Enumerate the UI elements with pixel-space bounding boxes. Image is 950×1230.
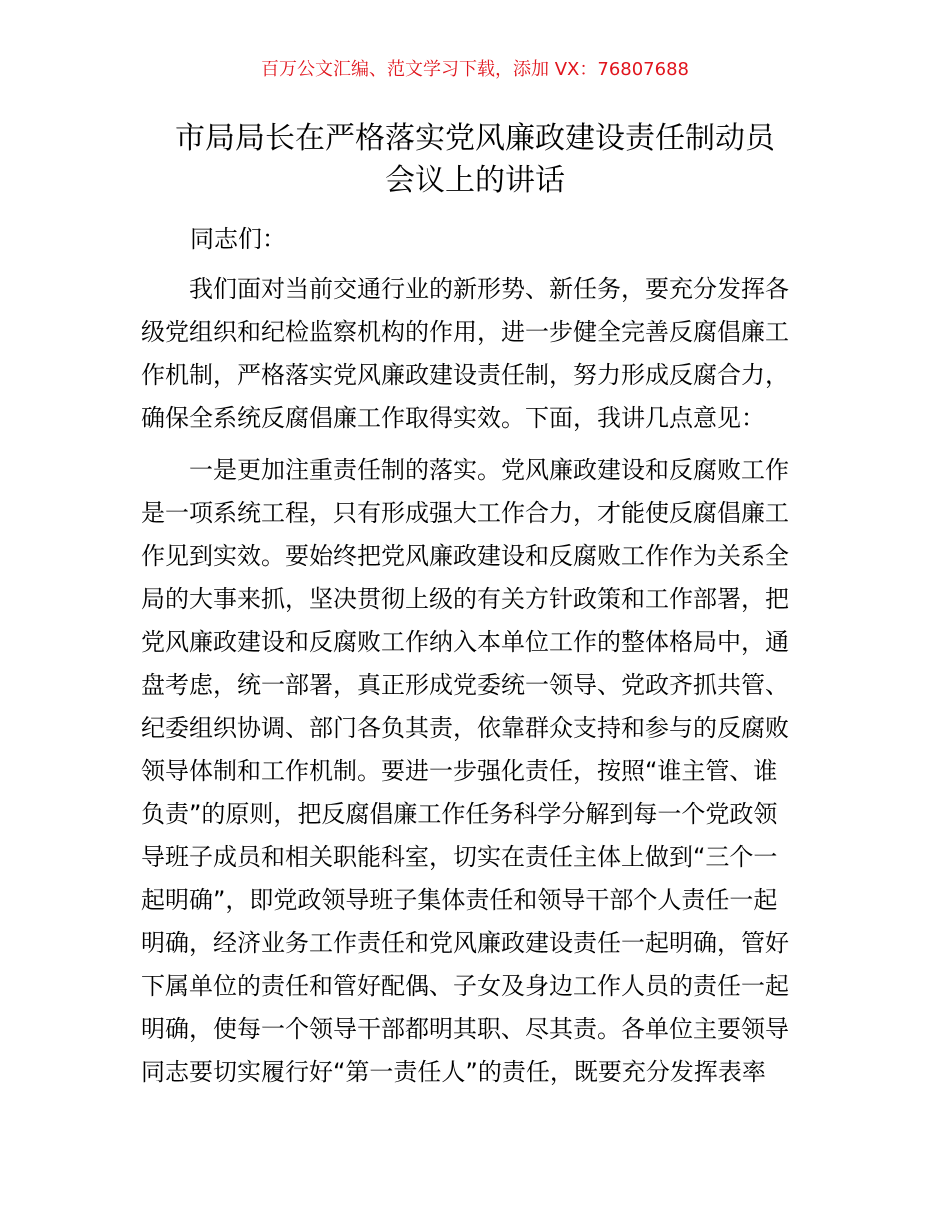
paragraph-line: 下属单位的责任和管好配偶、子女及身边工作人员的责任一起 <box>141 972 789 1000</box>
paragraph-line: 负责”的原则，把反腐倡廉工作任务科学分解到每一个党政领 <box>141 800 778 828</box>
paragraph-line: 我们面对当前交通行业的新形势、新任务，要充分发挥各 <box>189 275 789 303</box>
watermark-header: 百万公文汇编、范文学习下载，添加 VX：76807688 <box>261 59 689 80</box>
paragraph-line: 纪委组织协调、部门各负其责，依靠群众支持和参与的反腐败 <box>141 714 789 742</box>
title-line: 市局局长在严格落实党风廉政建设责任制动员 <box>175 121 775 156</box>
paragraph-line: 局的大事来抓，坚决贯彻上级的有关方针政策和工作部署，把 <box>141 585 789 613</box>
paragraph-line: 盘考虑，统一部署，真正形成党委统一领导、党政齐抓共管、 <box>141 671 789 699</box>
paragraph-intro <box>141 268 813 440</box>
paragraph-point-one <box>141 449 813 1094</box>
paragraph-line: 作机制，严格落实党风廉政建设责任制，努力形成反腐合力， <box>141 361 789 389</box>
paragraph-line: 起明确”，即党政领导班子集体责任和领导干部个人责任一起 <box>141 886 778 914</box>
paragraph-line: 领导体制和工作机制。要进一步强化责任，按照“谁主管、谁 <box>141 757 778 785</box>
paragraph-line: 党风廉政建设和反腐败工作纳入本单位工作的整体格局中，通 <box>141 628 789 656</box>
title-line: 会议上的讲话 <box>385 163 565 198</box>
paragraph-line: 级党组织和纪检监察机构的作用，进一步健全完善反腐倡廉工 <box>141 318 789 346</box>
paragraph-line: 导班子成员和相关职能科室，切实在责任主体上做到“三个一 <box>141 843 778 871</box>
paragraph-line: 一是更加注重责任制的落实。党风廉政建设和反腐败工作 <box>189 456 789 484</box>
paragraph-line: 明确，使每一个领导干部都明其职、尽其责。各单位主要领导 <box>141 1015 789 1043</box>
paragraph-line: 作见到实效。要始终把党风廉政建设和反腐败工作作为关系全 <box>141 542 789 570</box>
greeting: 同志们： <box>190 225 286 253</box>
paragraph-line: 是一项系统工程，只有形成强大工作合力，才能使反腐倡廉工 <box>141 499 789 527</box>
paragraph-line: 明确，经济业务工作责任和党风廉政建设责任一起明确，管好 <box>141 929 789 957</box>
document-title <box>120 118 830 202</box>
paragraph-line: 同志要切实履行好“第一责任人”的责任，既要充分发挥表率 <box>141 1058 766 1086</box>
paragraph-line: 确保全系统反腐倡廉工作取得实效。下面，我讲几点意见： <box>141 404 765 432</box>
